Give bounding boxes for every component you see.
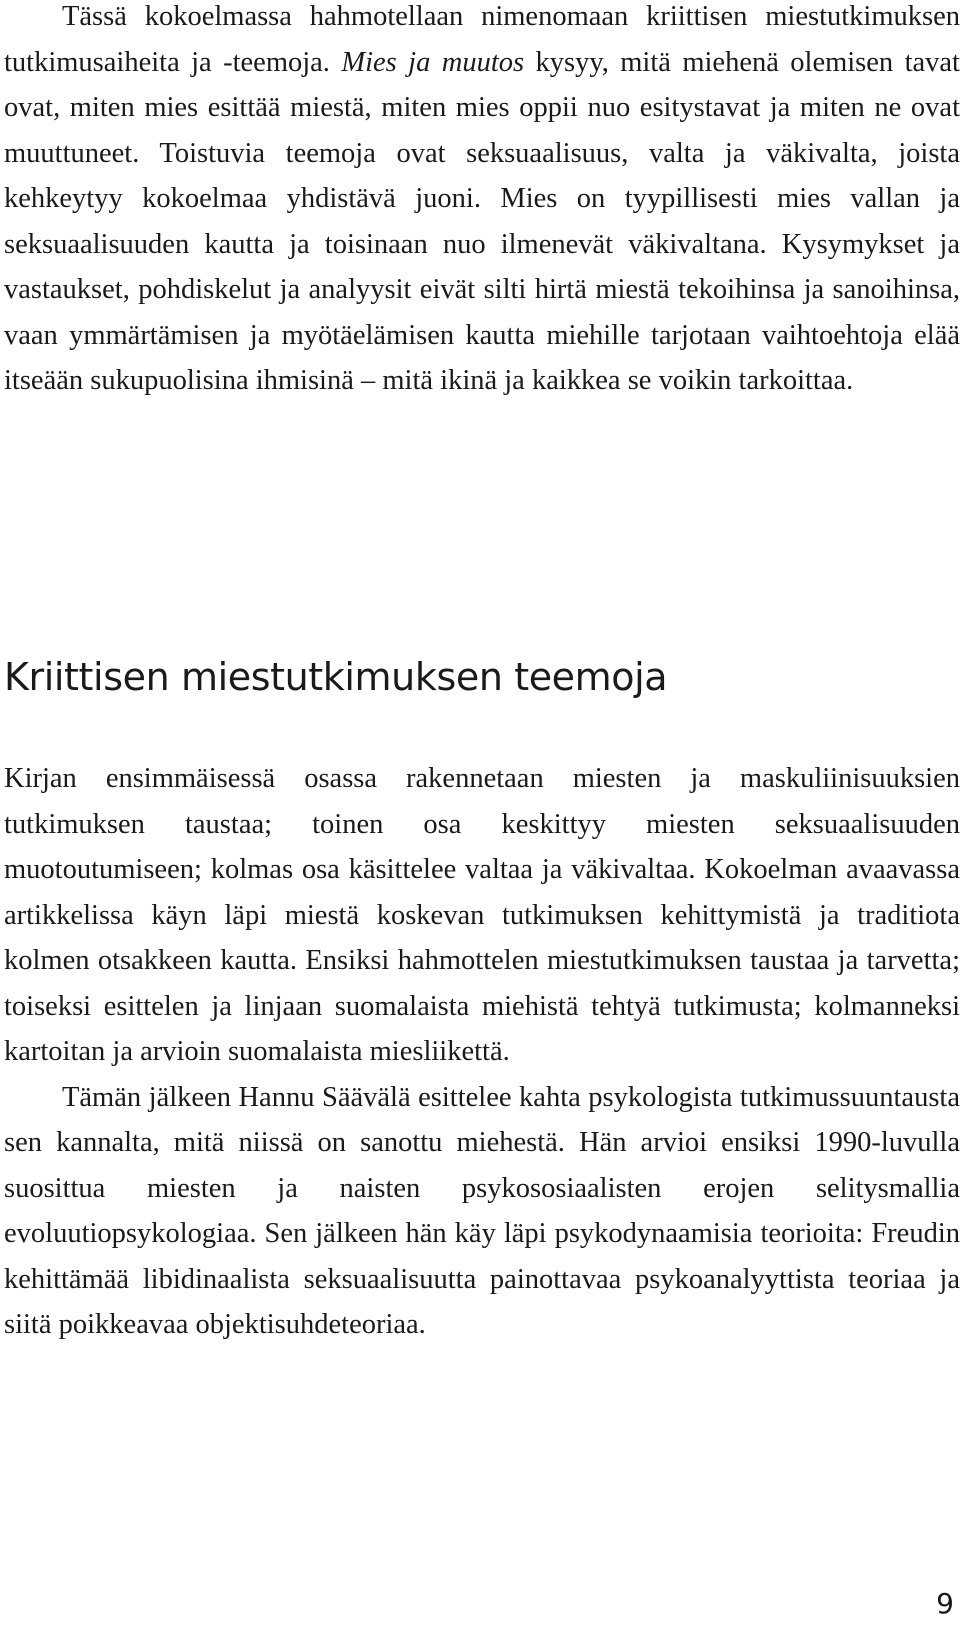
section-heading: Kriittisen miestutkimuksen teemoja — [4, 655, 668, 699]
section-paragraph-2: Tämän jälkeen Hannu Säävälä esittelee kahta psykologista tutkimussuuntausta sen kannalta, mitä niissä on sanottu miehestä. Hän arvioi ensiksi 1990-luvulla suosittua miesten ja naisten psykososiaalisten erojen selitysmallia evoluutiopsykologiaa. Sen jälkeen hän käy läpi psykodynaamisia teorioita: Freudin kehittämää libidinaalista seksuaalisuutta painottavaa psykoanalyyttista teoriaa ja siitä poikkeavaa objektisuhdeteoriaa. — [4, 1081, 960, 1340]
intro-text — [4, 0, 960, 404]
book-title-italic: Mies ja muutos — [341, 46, 525, 78]
intro-paragraph — [4, 0, 960, 404]
intro-text-part2: kysyy, mitä miehenä olemisen tavat ovat, miten mies esittää miestä, miten mies oppii nuo esitystavat ja miten ne ovat muuttuneet. Toistuvia teemoja ovat seksuaalisuus, valta ja väkivalta, joista kehkeytyy kokoelmaa yhdistävä juoni. Mies on tyypillisesti mies vallan ja seksuaalisuuden kautta ja toisinaan nuo ilmenevät väkivaltana. Kysymykset ja vastaukset, pohdiskelut ja analyysit eivät silti hirtä miestä tekoihinsa ja sanoihinsa, vaan ymmärtämisen ja myötäelämisen kautta miehille tarjotaan vaihtoehtoja elää itseään sukupuolisina ihmisinä – mitä ikinä ja kaikkea se voikin tarkoittaa. — [4, 46, 960, 396]
intro-text-part1: Tässä kokoelmassa hahmotellaan nimenomaan kriittisen miestutkimuksen tutkimusaiheita ja -teemoja. — [4, 1, 960, 78]
page-number: 9 — [936, 1587, 954, 1620]
section-paragraph-1: Kirjan ensimmäisessä osassa rakennetaan miesten ja maskuliinisuuksien tutkimuksen taustaa; toinen osa keskittyy miesten seksuaalisuuden muotoutumiseen; kolmas osa käsittelee valtaa ja väkivaltaa. Kokoelman avaavassa artikkelissa käyn läpi miestä koskevan tutkimuksen kehittymistä ja traditiota kolmen otsakkeen kautta. Ensiksi hahmottelen miestutkimuksen taustaa ja tarvetta; toiseksi esittelen ja linjaan suomalaista miehistä tehtyä tutkimusta; kolmanneksi kartoitan ja arvioin suomalaista miesliikettä. — [4, 763, 960, 1067]
section-body — [4, 756, 960, 1348]
